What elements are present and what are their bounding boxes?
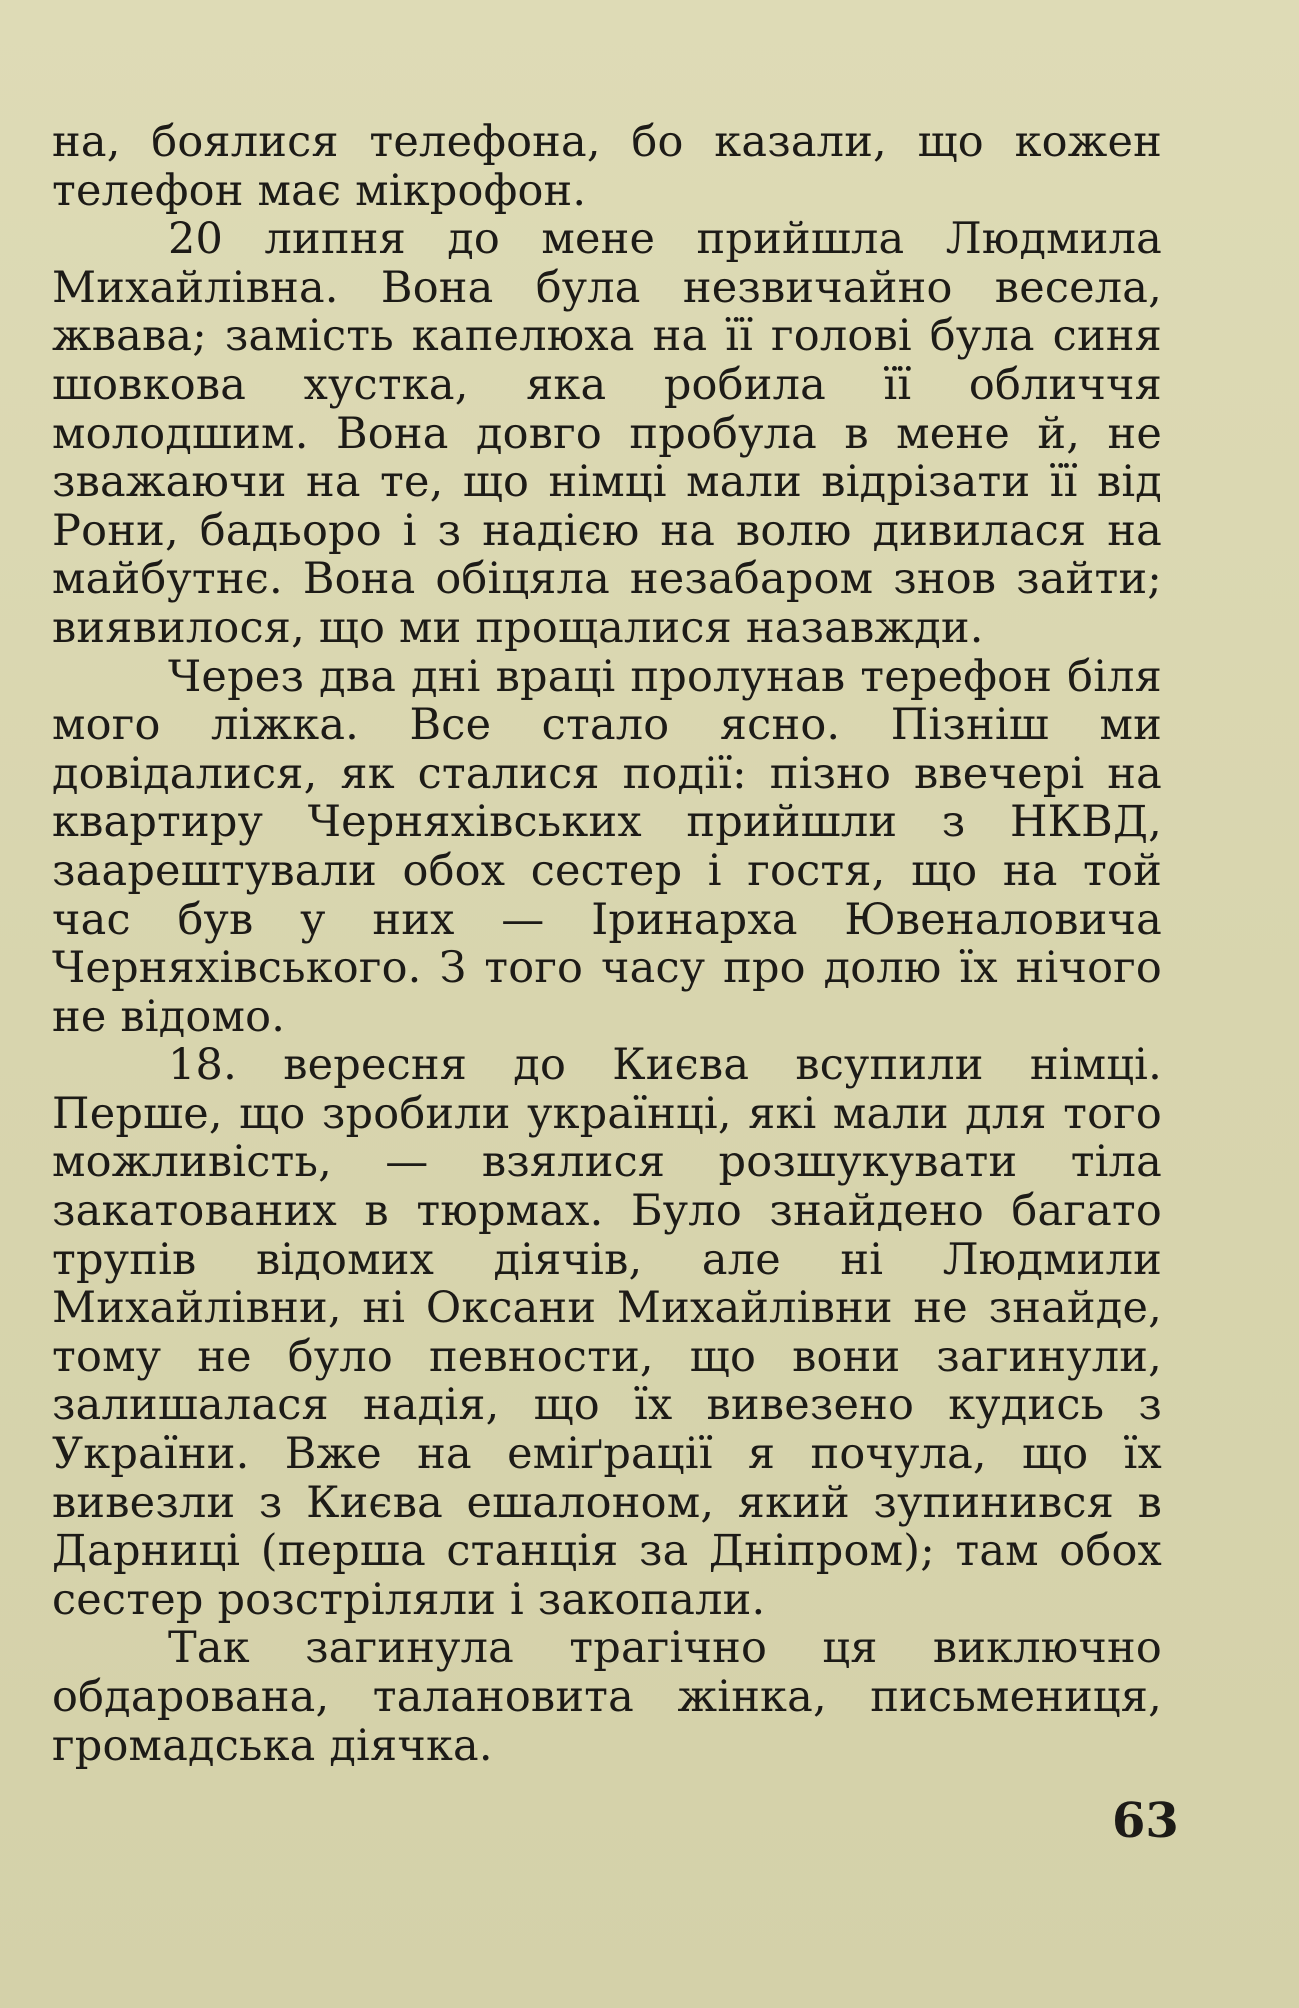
paragraph-arrest: Через два дні враці пролунав терефон біля мого ліжка. Все стало ясно. Пізніш ми довідалися, як сталися події: пізно ввечері на квартиру Черняхівських прийшли з НКВД, заарештували обох сестер і гостя, що на той час був у них — Іринарха Ювеналовича Черняхівського. З того часу про долю їх нічого не відомо.	[52, 651, 1162, 1042]
page-number: 63	[1112, 1793, 1179, 1849]
paragraph-search: 18. вересня до Києва всупили німці. Перше, що зробили українці, які мали для того можливість, — взялися розшукувати тіла закатованих в тюрмах. Було знайдено багато трупів відомих діячів, але ні Людмили Михайлівни, ні Оксани Михайлівни не знайде, тому не було певности, що вони загинули, залишалася надія, що їх вивезено кудись з України. Вже на еміґрації я почула, що їх вивезли з Києва ешалоном, який зупинився в Дарниці (перша станція за Дніпром); там обох сестер розстріляли і закопали.	[52, 1040, 1162, 1625]
paragraph-continuation: на, боялися телефона, бо казали, що кожен телефон має мікрофон.	[52, 117, 1162, 216]
page-body-text	[52, 118, 1162, 1770]
paragraph-visit: 20 липня до мене прийшла Людмила Михайлівна. Вона була незвичайно весела, жвава; замість капелюха на її голові була синя шовкова хустка, яка робила її обличчя молодшим. Вона довго пробула в мене й, не зважаючи на те, що німці мали відрізати її від Рони, бадьоро і з надією на волю дивилася на майбутнє. Вона обіцяла незабаром знов зайти; виявилося, що ми прощалися назавжди.	[52, 214, 1162, 653]
paragraph-conclusion: Так загинула трагічно ця виключно обдарована, талановита жінка, письмениця, громадська діячка.	[52, 1623, 1162, 1771]
